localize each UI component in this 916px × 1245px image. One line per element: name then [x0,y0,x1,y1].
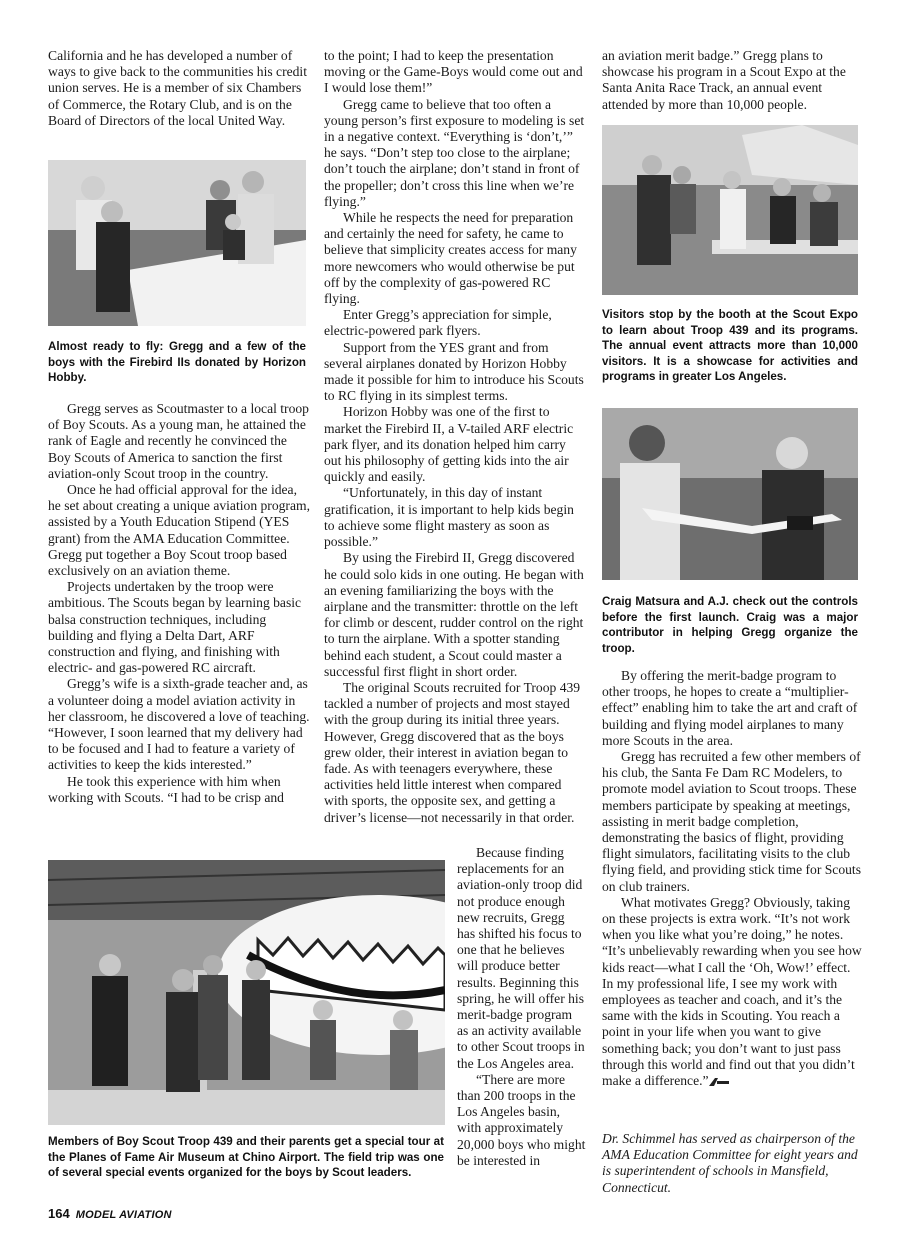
paragraph: an aviation merit badge.” Gregg plans to showcase his program in a Scout Expo at the Santa Anita Race Track, an annual event attended by more than 10,000 people. [602,48,846,112]
col1-top-text [48,48,310,129]
paragraph: Gregg came to believe that too often a young person’s first exposure to modeling is set in a negative context. “Everything is ‘don’t,’” he says. “Don’t step too close to the airplane; don’t touch the airplane; don’t stand in front of the propeller; don’t cross this line when we’re flying.” [324,96,585,209]
paragraph: Support from the YES grant and from several airplanes donated by Horizon Hobby made it possible for him to introduce his Scouts to RC flying in its simplest terms. [324,339,584,404]
page-footer [48,1206,172,1221]
paragraph [602,895,864,1089]
col2-narrow-text [457,845,586,1169]
photo-firebird-boys [48,160,306,326]
paragraph: Projects undertaken by the troop were ambitious. The Scouts began by learning basic balsa construction techniques, including building and flying a Delta Dart, ARF construction and flying, and finishing with electric- and gas-powered RC aircraft. [48,579,302,676]
paragraph: Gregg serves as Scoutmaster to a local troop of Boy Scouts. As a young man, he attained the rank of Eagle and recently he convinced the Boy Scouts of America to sanction the first aviation-only Scout troop in the country. [48,401,309,481]
col2-body-text [324,48,586,826]
paragraph: While he respects the need for preparation and certainly the need for safety, he came to believe that simplicity creates access for many more newcomers who would otherwise be put off by the complexity of gas-powered RC flying. [324,210,577,307]
paragraph: Enter Gregg’s appreciation for simple, electric-powered park flyers. [324,307,552,339]
paragraph: By offering the merit-badge program to other troops, he hopes to create a “multiplier-effect” enabling him to take the art and craft of building and flying model airplanes to many more Scouts in the area. [602,668,858,748]
photo-controls-check [602,408,858,580]
paragraph: to the point; I had to keep the presentation moving or the Game-Boys would come out and I would lose them!” [324,48,583,96]
page-number: 164 [48,1206,70,1221]
magazine-name: MODEL AVIATION [75,1209,172,1221]
paragraph: Horizon Hobby was one of the first to market the Firebird II, a V-tailed ARF electric park flyer, and its donation helped him carry out his philosophy of getting kids into the air quickly and easily. [324,404,574,485]
paragraph: Once he had official approval for the idea, he set about creating a unique aviation program, assisted by a Youth Education Stipend (YES grant) from the AMA Education Committee. Gregg put together a Boy Scout troop based exclusively on an aviation theme. [48,482,310,579]
ama-logo-icon [709,1078,729,1086]
paragraph: Because finding replacements for an aviation-only troop did not produce enough new recruits, Gregg has shifted his focus to one that he believes will produce better results. Beginning this spring, he will offer his merit-badge program as an activity available to other Scout troops in the Los Angeles area. [457,845,585,1071]
photo-air-museum-tour [48,860,445,1125]
photo-air-museum-caption: Members of Boy Scout Troop 439 and their parents get a special tour at the Planes of Fame Air Museum at Chino Airport. The field trip was one of several special events organized for the boys by Scout leaders. [48,1135,444,1180]
photo-controls-caption: Craig Matsura and A.J. check out the controls before the first launch. Craig was a major contributor in helping Gregg organize the troop. [602,595,858,655]
photo-scout-expo-booth [602,125,858,295]
author-byline: Dr. Schimmel has served as chairperson of the AMA Education Committee for eight years and is superintendent of schools in Mansfield, Connecticut. [602,1131,858,1195]
col1-body-text [48,401,310,806]
paragraph-text: What motivates Gregg? Obviously, taking on these projects is extra work. “It’s not work when you like what you’re doing,” he notes. “It’s unbelievably rewarding when you see how kids react—what I call the ‘Oh, Wow!’ effect. In my professional life, I see my work with employees as teacher and coach, and it’s the same with the kids in Scouting. You reach a point in your life when you want to give something back; you don’t want to just pass through this world and find out that you didn’t make a difference.” [602,894,862,1089]
photo-firebird-caption: Almost ready to fly: Gregg and a few of the boys with the Firebird IIs donated by Horizon Hobby. [48,340,306,385]
paragraph: “There are more than 200 troops in the Los Angeles basin, with approximately 20,000 boys who might be interested in [457,1071,586,1168]
paragraph: He took this experience with him when working with Scouts. “I had to be crisp and [48,773,284,805]
col3-top-text [602,48,864,113]
paragraph: “Unfortunately, in this day of instant gratification, it is important to help kids begin to achieve some flight mastery as soon as possible.” [324,485,574,550]
paragraph: Gregg’s wife is a sixth-grade teacher and, as a volunteer doing a model aviation activity in her classroom, he discovered a love of teaching. “However, I soon learned that my delivery had to be focused and I had to feature a variety of activities to keep the kids interested.” [48,676,310,773]
paragraph: The original Scouts recruited for Troop 439 tackled a number of projects and most stayed with the group during its initial three years. However, Gregg discovered that as the boys grew older, their interest in aviation began to fade. As with teenagers everywhere, these activities held little interest when compared with sports, the opposite sex, and getting a driver’s license—not necessarily in that order. [324,679,581,825]
paragraph: Gregg has recruited a few other members of his club, the Santa Fe Dam RC Modelers, to promote model aviation to Scout troops. These members participate by speaking at meetings, assisting in merit badge completion, demonstrating the basics of flight, providing flight simulators, facilitating visits to the club flying field, and providing stick time for Scouts on club trainers. [602,749,861,894]
photo-scout-expo-caption: Visitors stop by the booth at the Scout Expo to learn about Troop 439 and its programs. The annual event attracts more than 10,000 visitors. It is a showcase for activities and programs in greater Los Angeles. [602,308,858,384]
paragraph: By using the Firebird II, Gregg discovered he could solo kids in one outing. He began with an evening familiarizing the boys with the airplane and the transmitter: throttle on the left for climb or descent, rudder control on the right to turn the airplane. With a spotter standing behind each student, a Scout could master a successful first flight in short order. [324,550,584,679]
col3-body-text [602,668,864,1089]
paragraph: California and he has developed a number of ways to give back to the communities his credit union serves. He is a member of six Chambers of Commerce, the Rotary Club, and is on the Board of Directors of the local United Way. [48,48,307,128]
